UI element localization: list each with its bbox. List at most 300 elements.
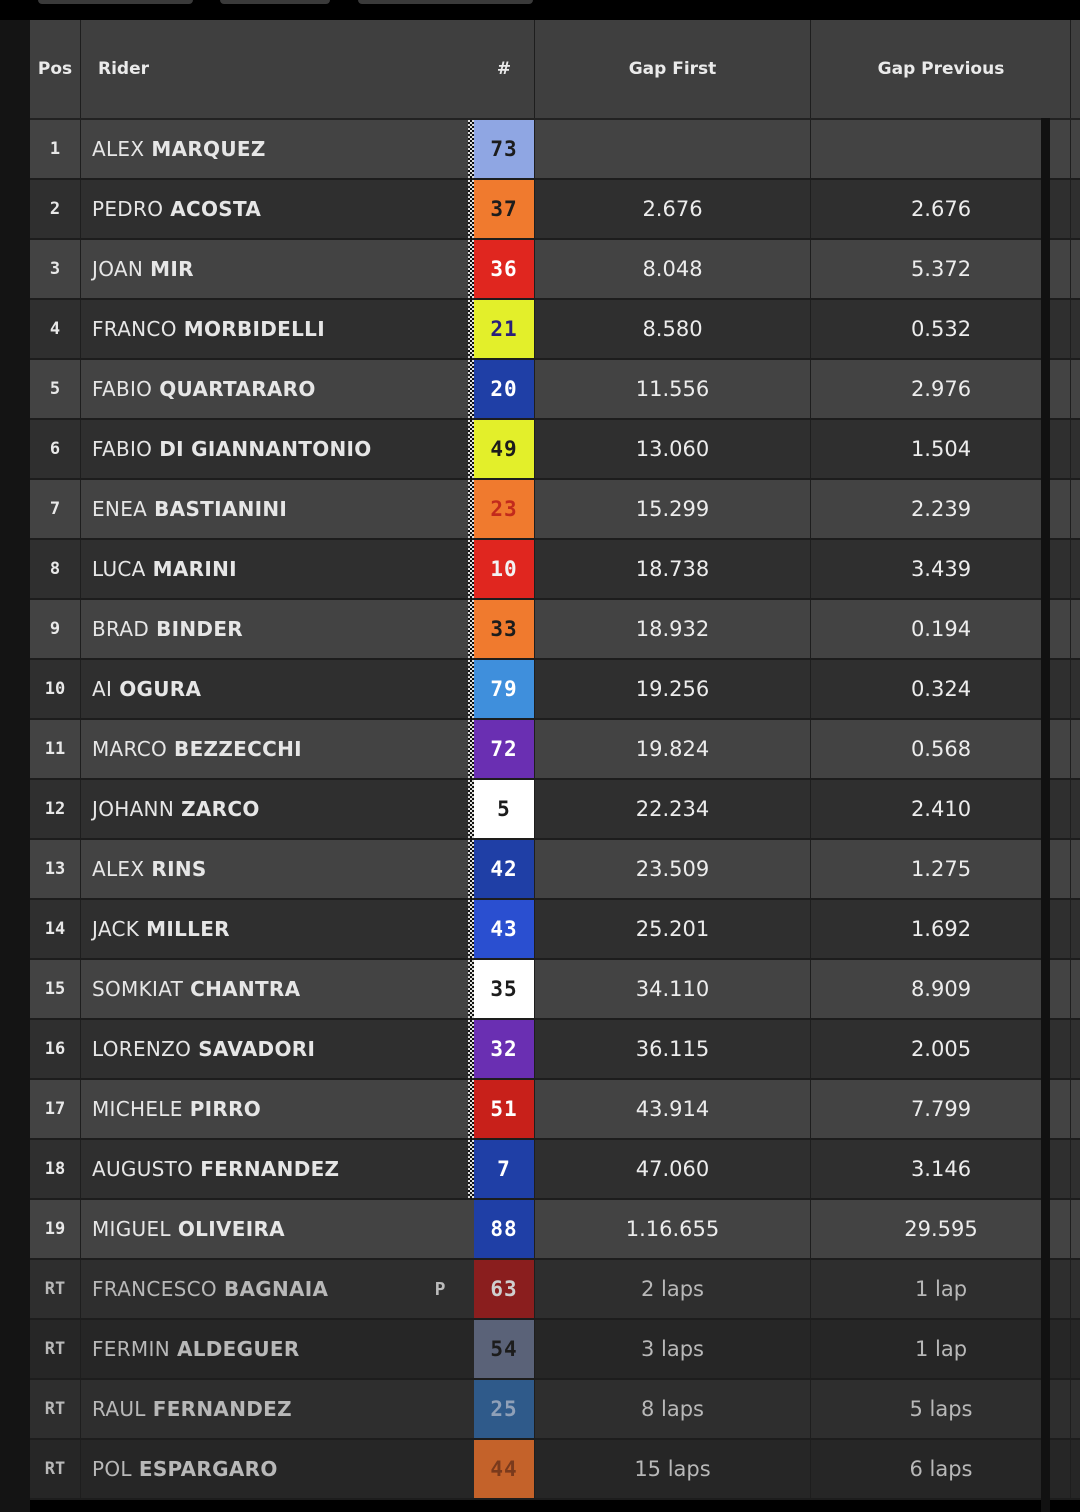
rider-first-name: ALEX: [92, 137, 145, 161]
tab-stub[interactable]: [38, 0, 193, 4]
position-cell: 10: [44, 679, 66, 699]
column-divider: [810, 1200, 811, 1258]
rider-first-name: LUCA: [92, 557, 146, 581]
gap-previous-cell: 2.410: [910, 797, 972, 821]
position-cell: 11: [44, 739, 66, 759]
column-divider: [80, 840, 81, 898]
table-row[interactable]: [30, 1260, 1080, 1320]
position-cell: 16: [44, 1039, 66, 1059]
table-row[interactable]: [30, 240, 1080, 300]
column-divider: [810, 780, 811, 838]
column-divider: [80, 300, 81, 358]
gap-first-cell: 36.115: [635, 1037, 710, 1061]
gap-previous-cell: 2.239: [910, 497, 972, 521]
table-row[interactable]: [30, 540, 1080, 600]
position-cell: 19: [44, 1219, 66, 1239]
column-divider: [810, 1440, 811, 1498]
position-cell: 15: [44, 979, 66, 999]
rider-name-cell[interactable]: [92, 840, 472, 898]
status-flag: [425, 720, 455, 778]
rider-last-name: BASTIANINI: [154, 497, 288, 521]
header-divider: [810, 20, 811, 118]
column-divider: [810, 1320, 811, 1378]
column-divider: [810, 1140, 811, 1198]
column-divider: [810, 960, 811, 1018]
rider-first-name: JACK: [92, 917, 140, 941]
rider-number-badge: 20: [474, 360, 534, 418]
rider-last-name: BEZZECCHI: [174, 737, 302, 761]
gap-first-cell: 34.110: [635, 977, 710, 1001]
gap-previous-cell: 3.146: [910, 1157, 972, 1181]
rider-last-name: RINS: [151, 857, 207, 881]
column-divider: [1070, 360, 1071, 418]
column-divider: [1070, 840, 1071, 898]
rider-first-name: AUGUSTO: [92, 1157, 194, 1181]
rider-name-cell[interactable]: [92, 660, 472, 718]
scrollbar-track[interactable]: [1041, 118, 1050, 1512]
table-row[interactable]: [30, 900, 1080, 960]
column-divider: [534, 840, 535, 898]
rider-last-name: MILLER: [146, 917, 230, 941]
gap-previous-cell: 0.532: [910, 317, 972, 341]
column-divider: [1070, 1080, 1071, 1138]
gap-previous-cell: 6 laps: [909, 1457, 973, 1481]
rider-number-badge: 54: [474, 1320, 534, 1378]
column-divider: [80, 1200, 81, 1258]
tab-stub[interactable]: [220, 0, 330, 4]
rider-last-name: CHANTRA: [190, 977, 301, 1001]
rider-first-name: MARCO: [92, 737, 168, 761]
rider-last-name: ALDEGUER: [176, 1337, 300, 1361]
table-row[interactable]: [30, 120, 1080, 180]
gap-previous-cell: 1.275: [910, 857, 972, 881]
position-cell: 7: [49, 499, 61, 519]
rider-first-name: PEDRO: [92, 197, 164, 221]
column-divider: [1070, 240, 1071, 298]
column-divider: [80, 1140, 81, 1198]
column-divider: [80, 720, 81, 778]
gap-previous-cell: 8.909: [910, 977, 972, 1001]
status-flag: [425, 840, 455, 898]
gap-first-cell: 18.932: [635, 617, 710, 641]
rider-last-name: OGURA: [119, 677, 202, 701]
column-divider: [1070, 600, 1071, 658]
rider-last-name: MARINI: [152, 557, 237, 581]
rider-number-badge: 32: [474, 1020, 534, 1078]
rider-first-name: AI: [92, 677, 113, 701]
column-divider: [1070, 1020, 1071, 1078]
rider-name-cell[interactable]: [92, 300, 472, 358]
rider-last-name: FERNANDEZ: [152, 1397, 292, 1421]
rider-last-name: QUARTARARO: [159, 377, 316, 401]
rider-last-name: SAVADORI: [198, 1037, 316, 1061]
position-cell: RT: [44, 1399, 66, 1419]
column-divider: [810, 1260, 811, 1318]
table-row[interactable]: [30, 1140, 1080, 1200]
rider-number-badge: 7: [474, 1140, 534, 1198]
gap-previous-cell: 2.976: [910, 377, 972, 401]
position-cell: 8: [49, 559, 61, 579]
table-row[interactable]: [30, 1200, 1080, 1260]
left-frame: [0, 20, 30, 1512]
column-divider: [80, 600, 81, 658]
column-divider: [534, 1020, 535, 1078]
table-row[interactable]: [30, 360, 1080, 420]
gap-first-cell: 8.048: [642, 257, 703, 281]
column-divider: [534, 420, 535, 478]
table-row[interactable]: [30, 180, 1080, 240]
rider-number-badge: 36: [474, 240, 534, 298]
table-row[interactable]: [30, 600, 1080, 660]
column-divider: [810, 180, 811, 238]
rider-name-cell[interactable]: [92, 240, 472, 298]
gap-previous-cell: 2.676: [910, 197, 972, 221]
column-divider: [80, 960, 81, 1018]
column-divider: [80, 180, 81, 238]
rider-name-cell[interactable]: [92, 1320, 472, 1378]
gap-first-cell: [535, 120, 810, 178]
rider-name-cell[interactable]: [92, 600, 472, 658]
column-divider: [534, 780, 535, 838]
rider-last-name: MIR: [150, 257, 194, 281]
header-gap-previous[interactable]: Gap Previous: [877, 59, 1005, 79]
rider-name-cell[interactable]: [92, 360, 472, 418]
status-flag: [425, 1440, 455, 1498]
gap-first-cell: 47.060: [635, 1157, 710, 1181]
status-flag: [425, 1080, 455, 1138]
status-flag: [425, 900, 455, 958]
rider-number-badge: 88: [474, 1200, 534, 1258]
status-flag: [425, 240, 455, 298]
column-divider: [1070, 780, 1071, 838]
column-divider: [1070, 180, 1071, 238]
rider-last-name: DI GIANNANTONIO: [159, 437, 372, 461]
column-divider: [810, 360, 811, 418]
status-flag: [425, 1380, 455, 1438]
position-cell: 17: [44, 1099, 66, 1119]
position-cell: 2: [49, 199, 61, 219]
table-row[interactable]: [30, 660, 1080, 720]
gap-first-cell: 1.16.655: [625, 1217, 720, 1241]
rider-last-name: ACOSTA: [170, 197, 262, 221]
column-divider: [810, 480, 811, 538]
rider-name-cell[interactable]: [92, 120, 472, 178]
rider-name-cell[interactable]: [92, 960, 472, 1018]
position-cell: 13: [44, 859, 66, 879]
status-flag: P: [434, 1278, 446, 1300]
column-divider: [534, 600, 535, 658]
gap-previous-cell: 29.595: [904, 1217, 978, 1241]
gap-first-cell: 2 laps: [640, 1277, 704, 1301]
rider-number-badge: 79: [474, 660, 534, 718]
table-row[interactable]: [30, 780, 1080, 840]
rider-first-name: POL: [92, 1457, 132, 1481]
column-divider: [80, 1380, 81, 1438]
status-flag: [425, 420, 455, 478]
gap-previous-cell: 0.194: [910, 617, 972, 641]
rider-name-cell[interactable]: [92, 1440, 472, 1498]
column-divider: [1070, 300, 1071, 358]
column-divider: [80, 1080, 81, 1138]
column-divider: [810, 840, 811, 898]
gap-previous-cell: 2.005: [910, 1037, 972, 1061]
gap-first-cell: 25.201: [635, 917, 710, 941]
column-divider: [810, 600, 811, 658]
table-row[interactable]: [30, 720, 1080, 780]
column-divider: [80, 360, 81, 418]
column-divider: [810, 1380, 811, 1438]
table-header: [30, 20, 1080, 120]
rider-name-cell[interactable]: [92, 540, 472, 598]
rider-number-badge: 10: [474, 540, 534, 598]
column-divider: [1070, 960, 1071, 1018]
rider-number-badge: 73: [474, 120, 534, 178]
table-row[interactable]: [30, 840, 1080, 900]
gap-first-cell: 13.060: [635, 437, 710, 461]
column-divider: [80, 1440, 81, 1498]
column-divider: [1070, 720, 1071, 778]
status-flag: [425, 1020, 455, 1078]
results-table: [30, 20, 1080, 1500]
gap-previous-cell: 1.504: [910, 437, 972, 461]
rider-last-name: ESPARGARO: [138, 1457, 278, 1481]
rider-number-badge: 51: [474, 1080, 534, 1138]
rider-number-badge: 37: [474, 180, 534, 238]
column-divider: [1070, 540, 1071, 598]
header-rider[interactable]: Rider: [98, 59, 149, 79]
column-divider: [80, 780, 81, 838]
rider-first-name: JOAN: [92, 257, 144, 281]
gap-first-cell: 43.914: [635, 1097, 710, 1121]
rider-number-badge: 42: [474, 840, 534, 898]
rider-first-name: ALEX: [92, 857, 145, 881]
column-divider: [1070, 1200, 1071, 1258]
table-row[interactable]: [30, 1440, 1080, 1500]
column-divider: [80, 120, 81, 178]
column-divider: [810, 1080, 811, 1138]
rider-number-badge: 49: [474, 420, 534, 478]
header-gap-first[interactable]: Gap First: [628, 59, 717, 79]
position-cell: 3: [49, 259, 61, 279]
column-divider: [810, 420, 811, 478]
gap-first-cell: 15 laps: [634, 1457, 711, 1481]
column-divider: [534, 240, 535, 298]
gap-previous-cell: 3.439: [910, 557, 972, 581]
rider-last-name: OLIVEIRA: [177, 1217, 285, 1241]
status-flag: [425, 360, 455, 418]
header-pos[interactable]: Pos: [37, 59, 73, 79]
table-row[interactable]: [30, 1080, 1080, 1140]
gap-first-cell: 22.234: [635, 797, 710, 821]
rider-first-name: SOMKIAT: [92, 977, 184, 1001]
rider-name-cell[interactable]: [92, 780, 472, 838]
gap-previous-cell: 1 lap: [914, 1337, 968, 1361]
gap-first-cell: 2.676: [642, 197, 703, 221]
column-divider: [810, 720, 811, 778]
column-divider: [534, 1080, 535, 1138]
column-divider: [810, 1020, 811, 1078]
rider-first-name: FABIO: [92, 377, 153, 401]
header-divider: [80, 20, 81, 118]
rider-last-name: MORBIDELLI: [183, 317, 325, 341]
position-cell: 12: [44, 799, 66, 819]
column-divider: [534, 480, 535, 538]
column-divider: [534, 720, 535, 778]
column-divider: [534, 1140, 535, 1198]
rider-last-name: BINDER: [156, 617, 243, 641]
column-divider: [810, 120, 811, 178]
rider-number-badge: 43: [474, 900, 534, 958]
position-cell: 9: [49, 619, 61, 639]
column-divider: [534, 1440, 535, 1498]
status-flag: [425, 120, 455, 178]
rider-name-cell[interactable]: [92, 1020, 472, 1078]
rider-name-cell[interactable]: [92, 480, 472, 538]
column-divider: [534, 300, 535, 358]
gap-previous-cell: 5.372: [910, 257, 972, 281]
column-divider: [80, 900, 81, 958]
header-number[interactable]: #: [496, 59, 512, 79]
column-divider: [810, 540, 811, 598]
tab-stub[interactable]: [358, 0, 533, 4]
rider-number-badge: 63: [474, 1260, 534, 1318]
gap-first-cell: 23.509: [635, 857, 710, 881]
gap-first-cell: 19.256: [635, 677, 710, 701]
column-divider: [1070, 900, 1071, 958]
column-divider: [1070, 420, 1071, 478]
rider-name-cell[interactable]: [92, 1080, 472, 1138]
column-divider: [1070, 1440, 1071, 1498]
rider-last-name: BAGNAIA: [223, 1277, 329, 1301]
rider-last-name: MARQUEZ: [151, 137, 266, 161]
gap-previous-cell: 1.692: [910, 917, 972, 941]
gap-previous-cell: 0.568: [910, 737, 972, 761]
rider-first-name: BRAD: [92, 617, 150, 641]
column-divider: [1070, 1260, 1071, 1318]
gap-first-cell: 8.580: [642, 317, 703, 341]
position-cell: 14: [44, 919, 66, 939]
position-cell: 1: [49, 139, 61, 159]
rider-first-name: MICHELE: [92, 1097, 183, 1121]
position-cell: 4: [49, 319, 61, 339]
column-divider: [1070, 1140, 1071, 1198]
rider-first-name: FRANCO: [92, 317, 177, 341]
status-flag: [425, 540, 455, 598]
rider-name-cell[interactable]: [92, 180, 472, 238]
position-cell: RT: [44, 1339, 66, 1359]
gap-first-cell: 3 laps: [640, 1337, 704, 1361]
position-cell: 6: [49, 439, 61, 459]
position-cell: RT: [44, 1459, 66, 1479]
rider-name-cell[interactable]: [92, 1260, 472, 1318]
column-divider: [810, 660, 811, 718]
column-divider: [534, 1200, 535, 1258]
column-divider: [80, 1020, 81, 1078]
rider-number-badge: 23: [474, 480, 534, 538]
rider-name-cell[interactable]: [92, 1380, 472, 1438]
rider-name-cell[interactable]: [92, 1200, 472, 1258]
gap-previous-cell: [811, 120, 1071, 178]
column-divider: [80, 1320, 81, 1378]
column-divider: [534, 1260, 535, 1318]
gap-first-cell: 19.824: [635, 737, 710, 761]
rider-first-name: LORENZO: [92, 1037, 192, 1061]
column-divider: [534, 120, 535, 178]
column-divider: [810, 240, 811, 298]
rider-first-name: FABIO: [92, 437, 153, 461]
gap-first-cell: 11.556: [635, 377, 710, 401]
table-row[interactable]: [30, 300, 1080, 360]
status-flag: [425, 1200, 455, 1258]
gap-first-cell: 8 laps: [640, 1397, 704, 1421]
top-tab-strip: [0, 0, 1080, 20]
rider-number-badge: 44: [474, 1440, 534, 1498]
gap-first-cell: 15.299: [635, 497, 710, 521]
column-divider: [80, 540, 81, 598]
column-divider: [1070, 120, 1071, 178]
table-row[interactable]: [30, 960, 1080, 1020]
column-divider: [534, 900, 535, 958]
column-divider: [1070, 1380, 1071, 1438]
column-divider: [1070, 1320, 1071, 1378]
column-divider: [80, 240, 81, 298]
rider-last-name: FERNANDEZ: [200, 1157, 340, 1181]
rider-name-cell[interactable]: [92, 720, 472, 778]
column-divider: [534, 660, 535, 718]
rider-number-badge: 33: [474, 600, 534, 658]
gap-first-cell: 18.738: [635, 557, 710, 581]
rider-first-name: JOHANN: [92, 797, 175, 821]
rider-first-name: RAUL: [92, 1397, 146, 1421]
column-divider: [80, 1260, 81, 1318]
status-flag: [425, 480, 455, 538]
gap-previous-cell: 1 lap: [914, 1277, 968, 1301]
rider-number-badge: 35: [474, 960, 534, 1018]
status-flag: [425, 960, 455, 1018]
rider-number-badge: 21: [474, 300, 534, 358]
status-flag: [425, 1320, 455, 1378]
position-cell: 18: [44, 1159, 66, 1179]
rider-name-cell[interactable]: [92, 420, 472, 478]
header-divider: [534, 20, 535, 118]
header-divider: [1070, 20, 1071, 118]
position-cell: 5: [49, 379, 61, 399]
gap-previous-cell: 7.799: [910, 1097, 972, 1121]
rider-name-cell[interactable]: [92, 1140, 472, 1198]
table-row[interactable]: [30, 480, 1080, 540]
gap-previous-cell: 5 laps: [909, 1397, 973, 1421]
column-divider: [534, 180, 535, 238]
gap-previous-cell: 0.324: [910, 677, 972, 701]
column-divider: [534, 1320, 535, 1378]
table-row[interactable]: [30, 1380, 1080, 1440]
column-divider: [80, 660, 81, 718]
table-row[interactable]: [30, 1020, 1080, 1080]
position-cell: RT: [44, 1279, 66, 1299]
rider-number-badge: 72: [474, 720, 534, 778]
column-divider: [80, 480, 81, 538]
status-flag: [425, 780, 455, 838]
column-divider: [80, 420, 81, 478]
rider-number-badge: 25: [474, 1380, 534, 1438]
column-divider: [810, 900, 811, 958]
rider-number-badge: 5: [474, 780, 534, 838]
rider-first-name: FERMIN: [92, 1337, 170, 1361]
table-row[interactable]: [30, 1320, 1080, 1380]
table-row[interactable]: [30, 420, 1080, 480]
rider-name-cell[interactable]: [92, 900, 472, 958]
rider-last-name: PIRRO: [189, 1097, 262, 1121]
